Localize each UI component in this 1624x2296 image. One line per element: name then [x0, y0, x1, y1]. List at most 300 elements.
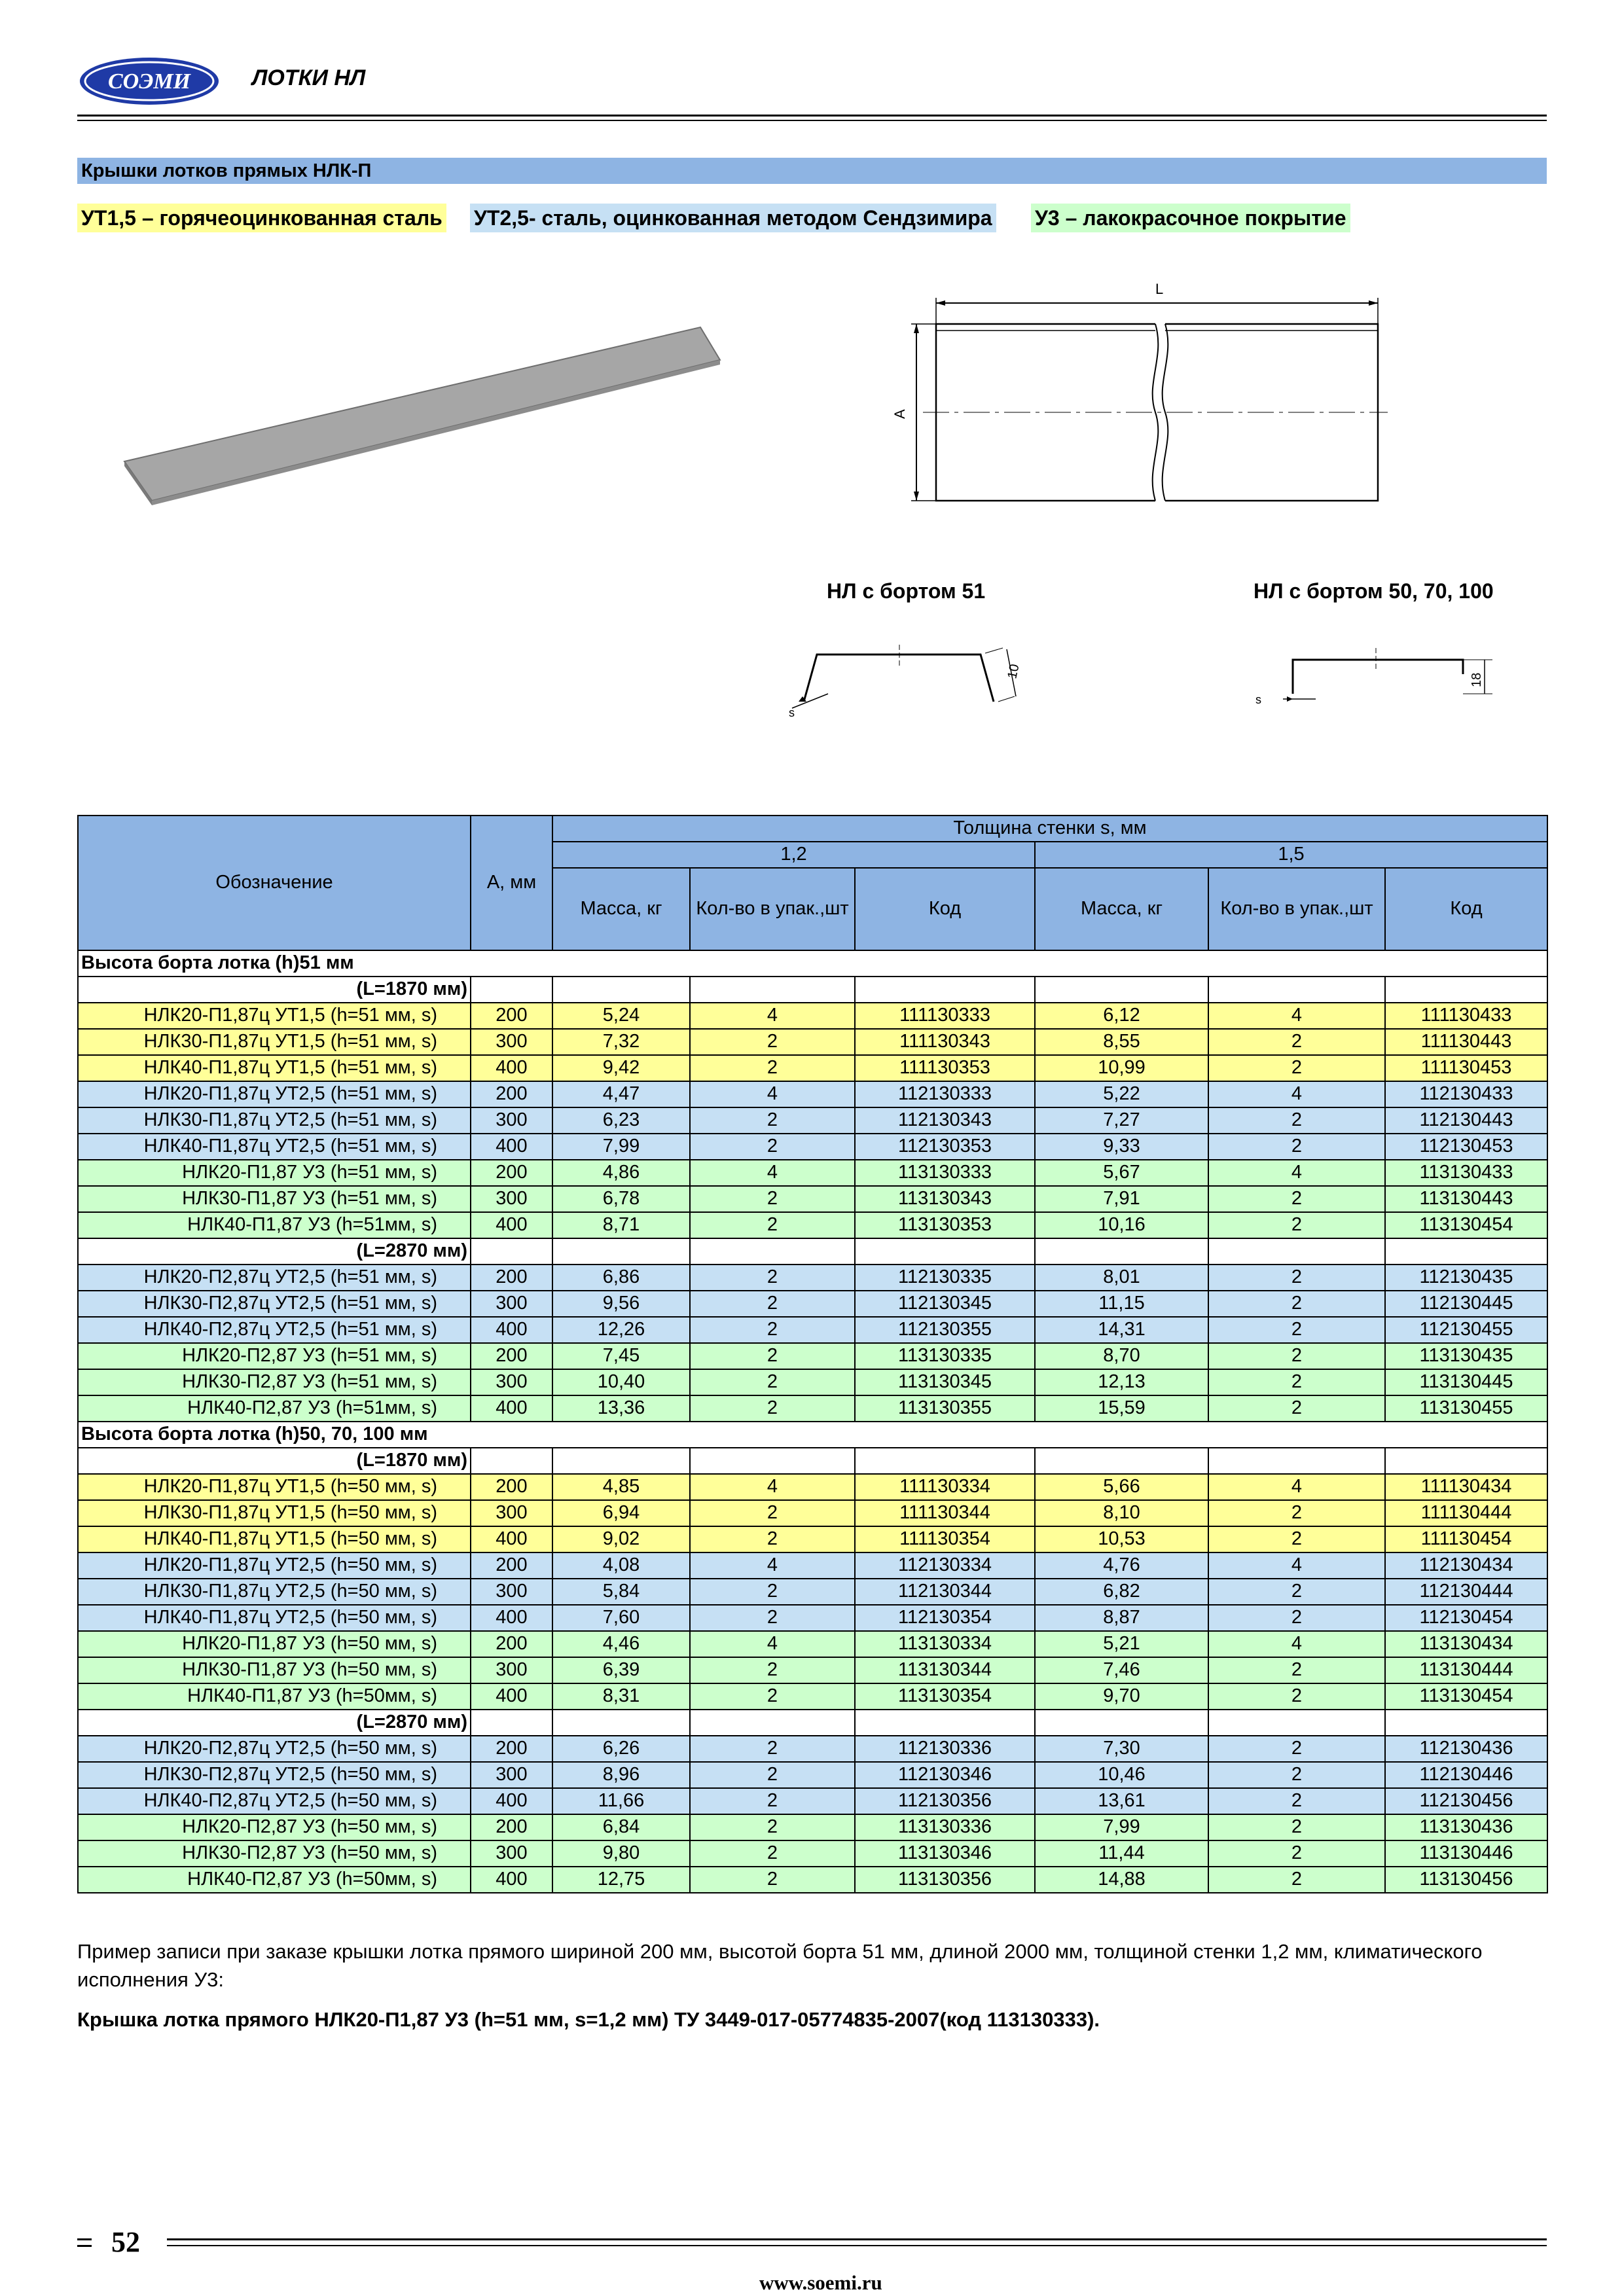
code-1-5-cell: 113130456: [1385, 1867, 1547, 1893]
empty-cell: [471, 1238, 552, 1265]
empty-cell: [552, 1238, 690, 1265]
mass-1-5-cell: 5,21: [1035, 1631, 1208, 1657]
section-row: [78, 950, 1547, 977]
code-1-2-cell: 111130333: [855, 1003, 1035, 1029]
table-row: [78, 1160, 1547, 1186]
header-thickness-1-2: 1,2: [552, 842, 1035, 868]
empty-cell: [1385, 977, 1547, 1003]
designation-cell: НЛК20-П1,87ц УТ2,5 (h=51 мм, s): [78, 1081, 471, 1107]
mass-1-5-cell: 8,10: [1035, 1500, 1208, 1526]
code-1-2-cell: 112130344: [855, 1579, 1035, 1605]
length-group-label: (L=2870 мм): [78, 1710, 471, 1736]
code-1-2-cell: 112130346: [855, 1762, 1035, 1788]
designation-cell: НЛК40-П1,87ц УТ2,5 (h=50 мм, s): [78, 1605, 471, 1631]
code-1-2-cell: 112130354: [855, 1605, 1035, 1631]
mass-1-5-cell: 7,46: [1035, 1657, 1208, 1683]
length-group-label: (L=1870 мм): [78, 977, 471, 1003]
footer-url: www.soemi.ru: [759, 2271, 882, 2294]
code-1-2-cell: 111130344: [855, 1500, 1035, 1526]
qty-1-5-cell: 2: [1208, 1867, 1385, 1893]
empty-cell: [690, 1710, 855, 1736]
designation-cell: НЛК20-П2,87 У3 (h=51 мм, s): [78, 1343, 471, 1369]
empty-cell: [1208, 1238, 1385, 1265]
code-1-2-cell: 113130346: [855, 1840, 1035, 1867]
code-1-2-cell: 113130336: [855, 1814, 1035, 1840]
code-1-2-cell: 112130334: [855, 1552, 1035, 1579]
a-cell: 400: [471, 1788, 552, 1814]
empty-cell: [1385, 1238, 1547, 1265]
mass-1-5-cell: 14,31: [1035, 1317, 1208, 1343]
table-row: [78, 1526, 1547, 1552]
empty-cell: [471, 1710, 552, 1736]
designation-cell: НЛК40-П2,87ц УТ2,5 (h=50 мм, s): [78, 1788, 471, 1814]
empty-cell: [1385, 1448, 1547, 1474]
header-code: Код: [1385, 868, 1547, 950]
header-code: Код: [855, 868, 1035, 950]
mass-1-5-cell: 10,99: [1035, 1055, 1208, 1081]
table-row: [78, 1369, 1547, 1395]
table-row: [78, 1552, 1547, 1579]
qty-1-2-cell: 2: [690, 1107, 855, 1134]
table-row: [78, 1605, 1547, 1631]
table-row: [78, 1212, 1547, 1238]
a-cell: 200: [471, 1552, 552, 1579]
qty-1-2-cell: 2: [690, 1579, 855, 1605]
qty-1-5-cell: 2: [1208, 1317, 1385, 1343]
code-1-2-cell: 113130354: [855, 1683, 1035, 1710]
code-1-5-cell: 111130453: [1385, 1055, 1547, 1081]
mass-1-2-cell: 6,26: [552, 1736, 690, 1762]
code-1-5-cell: 112130453: [1385, 1134, 1547, 1160]
header-thickness: Толщина стенки s, мм: [552, 816, 1547, 842]
spec-table: [77, 815, 1548, 1893]
mass-1-5-cell: 7,99: [1035, 1814, 1208, 1840]
code-1-2-cell: 111130354: [855, 1526, 1035, 1552]
designation-cell: НЛК20-П2,87ц УТ2,5 (h=50 мм, s): [78, 1736, 471, 1762]
header-qty: Кол-во в упак.,шт: [690, 868, 855, 950]
designation-cell: НЛК20-П1,87ц УТ2,5 (h=50 мм, s): [78, 1552, 471, 1579]
code-1-2-cell: 112130333: [855, 1081, 1035, 1107]
a-cell: 400: [471, 1212, 552, 1238]
profile-50-s-label: s: [1255, 693, 1261, 706]
qty-1-5-cell: 2: [1208, 1343, 1385, 1369]
a-cell: 300: [471, 1186, 552, 1212]
code-1-2-cell: 113130334: [855, 1631, 1035, 1657]
a-cell: 200: [471, 1160, 552, 1186]
a-cell: 400: [471, 1683, 552, 1710]
table-row: [78, 1395, 1547, 1422]
designation-cell: НЛК30-П1,87ц УТ2,5 (h=51 мм, s): [78, 1107, 471, 1134]
a-cell: 400: [471, 1134, 552, 1160]
plan-width-label: A: [892, 409, 908, 419]
mass-1-5-cell: 13,61: [1035, 1788, 1208, 1814]
a-cell: 200: [471, 1631, 552, 1657]
qty-1-5-cell: 2: [1208, 1029, 1385, 1055]
profile-51-title: НЛ с бортом 51: [827, 579, 986, 603]
qty-1-5-cell: 2: [1208, 1134, 1385, 1160]
table-row: [78, 1003, 1547, 1029]
qty-1-2-cell: 2: [690, 1683, 855, 1710]
qty-1-5-cell: 2: [1208, 1291, 1385, 1317]
qty-1-5-cell: 2: [1208, 1265, 1385, 1291]
order-note: Пример записи при заказе крышки лотка прямого шириной 200 мм, высотой борта 51 мм, длиной 2000 мм, толщиной стенки 1,2 мм, климатического исполнения У3:: [77, 1940, 1483, 1991]
table-row: [78, 1683, 1547, 1710]
cover-plan-drawing: [877, 272, 1401, 520]
mass-1-5-cell: 14,88: [1035, 1867, 1208, 1893]
qty-1-2-cell: 2: [690, 1657, 855, 1683]
mass-1-2-cell: 6,39: [552, 1657, 690, 1683]
code-1-5-cell: 111130444: [1385, 1500, 1547, 1526]
table-row: [78, 1343, 1547, 1369]
table-row: [78, 1134, 1547, 1160]
footer-rule-thin: [167, 2245, 1547, 2246]
table-row: [78, 1291, 1547, 1317]
table-row: [78, 1500, 1547, 1526]
code-1-5-cell: 112130456: [1385, 1788, 1547, 1814]
code-1-5-cell: 112130446: [1385, 1762, 1547, 1788]
mass-1-2-cell: 12,26: [552, 1317, 690, 1343]
designation-cell: НЛК40-П1,87ц УТ1,5 (h=51 мм, s): [78, 1055, 471, 1081]
mass-1-5-cell: 8,01: [1035, 1265, 1208, 1291]
qty-1-5-cell: 4: [1208, 1160, 1385, 1186]
a-cell: 400: [471, 1395, 552, 1422]
qty-1-2-cell: 2: [690, 1029, 855, 1055]
designation-cell: НЛК40-П2,87 У3 (h=50мм, s): [78, 1867, 471, 1893]
mass-1-2-cell: 4,86: [552, 1160, 690, 1186]
qty-1-2-cell: 2: [690, 1134, 855, 1160]
mass-1-5-cell: 9,70: [1035, 1683, 1208, 1710]
qty-1-5-cell: 2: [1208, 1657, 1385, 1683]
spec-table-body: [78, 950, 1547, 1893]
empty-cell: [690, 1238, 855, 1265]
code-1-5-cell: 113130446: [1385, 1840, 1547, 1867]
qty-1-5-cell: 2: [1208, 1762, 1385, 1788]
mass-1-2-cell: 5,84: [552, 1579, 690, 1605]
mass-1-2-cell: 7,32: [552, 1029, 690, 1055]
table-row: [78, 1579, 1547, 1605]
code-1-2-cell: 113130356: [855, 1867, 1035, 1893]
table-row: [78, 1081, 1547, 1107]
profile-50-dim: 18: [1470, 672, 1484, 687]
qty-1-2-cell: 2: [690, 1369, 855, 1395]
mass-1-5-cell: 11,15: [1035, 1291, 1208, 1317]
empty-cell: [471, 977, 552, 1003]
code-1-5-cell: 113130434: [1385, 1631, 1547, 1657]
qty-1-2-cell: 4: [690, 1474, 855, 1500]
code-1-2-cell: 112130343: [855, 1107, 1035, 1134]
mass-1-2-cell: 9,02: [552, 1526, 690, 1552]
designation-cell: НЛК30-П2,87 У3 (h=50 мм, s): [78, 1840, 471, 1867]
qty-1-2-cell: 4: [690, 1160, 855, 1186]
code-1-2-cell: 112130355: [855, 1317, 1035, 1343]
section-row: [78, 1422, 1547, 1448]
empty-cell: [1208, 1448, 1385, 1474]
qty-1-5-cell: 2: [1208, 1683, 1385, 1710]
a-cell: 200: [471, 1736, 552, 1762]
designation-cell: НЛК30-П1,87ц УТ1,5 (h=51 мм, s): [78, 1029, 471, 1055]
table-row: [78, 1840, 1547, 1867]
mass-1-2-cell: 9,56: [552, 1291, 690, 1317]
legend-hot-dip-galvanized: УТ1,5 – горячеоцинкованная сталь: [77, 204, 446, 232]
qty-1-5-cell: 4: [1208, 1081, 1385, 1107]
designation-cell: НЛК20-П1,87 У3 (h=51 мм, s): [78, 1160, 471, 1186]
header-designation: Обозначение: [78, 816, 471, 950]
table-row: [78, 1474, 1547, 1500]
qty-1-5-cell: 2: [1208, 1107, 1385, 1134]
mass-1-5-cell: 5,22: [1035, 1081, 1208, 1107]
mass-1-2-cell: 7,45: [552, 1343, 690, 1369]
code-1-2-cell: 113130345: [855, 1369, 1035, 1395]
a-cell: 400: [471, 1317, 552, 1343]
designation-cell: НЛК40-П2,87 У3 (h=51мм, s): [78, 1395, 471, 1422]
qty-1-5-cell: 4: [1208, 1003, 1385, 1029]
qty-1-5-cell: 4: [1208, 1552, 1385, 1579]
qty-1-2-cell: 4: [690, 1003, 855, 1029]
header-mass: Масса, кг: [552, 868, 690, 950]
code-1-5-cell: 111130443: [1385, 1029, 1547, 1055]
mass-1-2-cell: 6,78: [552, 1186, 690, 1212]
designation-cell: НЛК30-П2,87ц УТ2,5 (h=50 мм, s): [78, 1762, 471, 1788]
cover-3d-illustration: [118, 314, 733, 511]
code-1-2-cell: 113130344: [855, 1657, 1035, 1683]
code-1-2-cell: 111130343: [855, 1029, 1035, 1055]
mass-1-2-cell: 12,75: [552, 1867, 690, 1893]
code-1-2-cell: 113130355: [855, 1395, 1035, 1422]
empty-cell: [855, 1448, 1035, 1474]
length-group-row: [78, 1448, 1547, 1474]
designation-cell: НЛК20-П2,87ц УТ2,5 (h=51 мм, s): [78, 1265, 471, 1291]
designation-cell: НЛК40-П2,87ц УТ2,5 (h=51 мм, s): [78, 1317, 471, 1343]
qty-1-2-cell: 2: [690, 1291, 855, 1317]
designation-cell: НЛК20-П2,87 У3 (h=50 мм, s): [78, 1814, 471, 1840]
profile-51-s-label: s: [789, 706, 795, 719]
qty-1-2-cell: 2: [690, 1265, 855, 1291]
qty-1-5-cell: 2: [1208, 1605, 1385, 1631]
mass-1-2-cell: 6,86: [552, 1265, 690, 1291]
section-title-cell: Высота борта лотка (h)51 мм: [78, 950, 1547, 977]
qty-1-2-cell: 2: [690, 1840, 855, 1867]
qty-1-5-cell: 2: [1208, 1395, 1385, 1422]
qty-1-2-cell: 4: [690, 1631, 855, 1657]
order-example: Крышка лотка прямого НЛК20-П1,87 У3 (h=51 мм, s=1,2 мм) ТУ 3449-017-05774835-2007(код 113130333).: [77, 2008, 1100, 2031]
empty-cell: [471, 1448, 552, 1474]
code-1-5-cell: 112130443: [1385, 1107, 1547, 1134]
legend-sendzimir-galvanized: УТ2,5- сталь, оцинкованная методом Сендзимира: [470, 204, 996, 232]
a-cell: 400: [471, 1055, 552, 1081]
qty-1-2-cell: 2: [690, 1055, 855, 1081]
empty-cell: [1208, 977, 1385, 1003]
table-row: [78, 1317, 1547, 1343]
code-1-5-cell: 112130433: [1385, 1081, 1547, 1107]
qty-1-5-cell: 2: [1208, 1055, 1385, 1081]
mass-1-2-cell: 9,42: [552, 1055, 690, 1081]
qty-1-5-cell: 2: [1208, 1212, 1385, 1238]
mass-1-5-cell: 8,87: [1035, 1605, 1208, 1631]
designation-cell: НЛК30-П1,87ц УТ1,5 (h=50 мм, s): [78, 1500, 471, 1526]
table-row: [78, 1107, 1547, 1134]
mass-1-2-cell: 5,24: [552, 1003, 690, 1029]
code-1-5-cell: 112130445: [1385, 1291, 1547, 1317]
code-1-2-cell: 113130353: [855, 1212, 1035, 1238]
table-row: [78, 1055, 1547, 1081]
qty-1-2-cell: 4: [690, 1552, 855, 1579]
table-row: [78, 1762, 1547, 1788]
section-title: Крышки лотков прямых НЛК-П: [77, 158, 1547, 184]
profile-51-dim: 10: [1005, 662, 1022, 681]
code-1-5-cell: 113130454: [1385, 1212, 1547, 1238]
mass-1-5-cell: 9,33: [1035, 1134, 1208, 1160]
code-1-5-cell: 113130435: [1385, 1343, 1547, 1369]
empty-cell: [552, 977, 690, 1003]
code-1-5-cell: 112130436: [1385, 1736, 1547, 1762]
code-1-2-cell: 112130353: [855, 1134, 1035, 1160]
a-cell: 200: [471, 1003, 552, 1029]
mass-1-2-cell: 7,99: [552, 1134, 690, 1160]
mass-1-2-cell: 6,84: [552, 1814, 690, 1840]
mass-1-5-cell: 6,82: [1035, 1579, 1208, 1605]
empty-cell: [552, 1710, 690, 1736]
code-1-5-cell: 111130454: [1385, 1526, 1547, 1552]
empty-cell: [690, 1448, 855, 1474]
qty-1-5-cell: 4: [1208, 1631, 1385, 1657]
length-group-label: (L=2870 мм): [78, 1238, 471, 1265]
mass-1-5-cell: 6,12: [1035, 1003, 1208, 1029]
table-row: [78, 1657, 1547, 1683]
mass-1-5-cell: 12,13: [1035, 1369, 1208, 1395]
a-cell: 200: [471, 1081, 552, 1107]
qty-1-2-cell: 2: [690, 1788, 855, 1814]
header-thickness-1-5: 1,5: [1035, 842, 1547, 868]
a-cell: 200: [471, 1814, 552, 1840]
a-cell: 300: [471, 1291, 552, 1317]
designation-cell: НЛК40-П1,87ц УТ1,5 (h=50 мм, s): [78, 1526, 471, 1552]
profile-51-drawing: [772, 628, 1060, 733]
designation-cell: НЛК20-П1,87ц УТ1,5 (h=51 мм, s): [78, 1003, 471, 1029]
designation-cell: НЛК30-П1,87 У3 (h=50 мм, s): [78, 1657, 471, 1683]
qty-1-2-cell: 2: [690, 1186, 855, 1212]
designation-cell: НЛК30-П2,87ц УТ2,5 (h=51 мм, s): [78, 1291, 471, 1317]
code-1-5-cell: 113130436: [1385, 1814, 1547, 1840]
mass-1-2-cell: 8,71: [552, 1212, 690, 1238]
code-1-5-cell: 112130444: [1385, 1579, 1547, 1605]
empty-cell: [1385, 1710, 1547, 1736]
mass-1-2-cell: 8,96: [552, 1762, 690, 1788]
length-group-label: (L=1870 мм): [78, 1448, 471, 1474]
code-1-5-cell: 113130443: [1385, 1186, 1547, 1212]
header-mass: Масса, кг: [1035, 868, 1208, 950]
mass-1-5-cell: 10,46: [1035, 1762, 1208, 1788]
mass-1-5-cell: 15,59: [1035, 1395, 1208, 1422]
qty-1-2-cell: 2: [690, 1814, 855, 1840]
mass-1-5-cell: 5,67: [1035, 1160, 1208, 1186]
footer-mark: [77, 2238, 92, 2240]
code-1-5-cell: 113130454: [1385, 1683, 1547, 1710]
qty-1-2-cell: 2: [690, 1605, 855, 1631]
a-cell: 300: [471, 1107, 552, 1134]
code-1-2-cell: 113130335: [855, 1343, 1035, 1369]
table-row: [78, 1265, 1547, 1291]
qty-1-2-cell: 2: [690, 1762, 855, 1788]
table-row: [78, 1186, 1547, 1212]
qty-1-2-cell: 2: [690, 1867, 855, 1893]
mass-1-5-cell: 5,66: [1035, 1474, 1208, 1500]
empty-cell: [855, 977, 1035, 1003]
designation-cell: НЛК20-П1,87ц УТ1,5 (h=50 мм, s): [78, 1474, 471, 1500]
empty-cell: [855, 1710, 1035, 1736]
code-1-2-cell: 112130336: [855, 1736, 1035, 1762]
qty-1-2-cell: 2: [690, 1212, 855, 1238]
header-a: А, мм: [471, 816, 552, 950]
mass-1-5-cell: 7,30: [1035, 1736, 1208, 1762]
empty-cell: [855, 1238, 1035, 1265]
mass-1-2-cell: 8,31: [552, 1683, 690, 1710]
mass-1-5-cell: 4,76: [1035, 1552, 1208, 1579]
a-cell: 300: [471, 1657, 552, 1683]
mass-1-2-cell: 10,40: [552, 1369, 690, 1395]
a-cell: 200: [471, 1343, 552, 1369]
code-1-2-cell: 113130333: [855, 1160, 1035, 1186]
empty-cell: [552, 1448, 690, 1474]
table-row: [78, 1867, 1547, 1893]
mass-1-2-cell: 4,85: [552, 1474, 690, 1500]
a-cell: 300: [471, 1579, 552, 1605]
mass-1-5-cell: 10,16: [1035, 1212, 1208, 1238]
designation-cell: НЛК20-П1,87 У3 (h=50 мм, s): [78, 1631, 471, 1657]
mass-1-2-cell: 13,36: [552, 1395, 690, 1422]
empty-cell: [1035, 1448, 1208, 1474]
empty-cell: [1035, 977, 1208, 1003]
code-1-2-cell: 111130353: [855, 1055, 1035, 1081]
mass-1-2-cell: 9,80: [552, 1840, 690, 1867]
mass-1-5-cell: 8,70: [1035, 1343, 1208, 1369]
qty-1-5-cell: 2: [1208, 1526, 1385, 1552]
code-1-5-cell: 112130455: [1385, 1317, 1547, 1343]
footer-mark: [77, 2245, 92, 2247]
designation-cell: НЛК30-П1,87ц УТ2,5 (h=50 мм, s): [78, 1579, 471, 1605]
mass-1-2-cell: 4,47: [552, 1081, 690, 1107]
qty-1-5-cell: 2: [1208, 1788, 1385, 1814]
qty-1-5-cell: 4: [1208, 1474, 1385, 1500]
table-row: [78, 1631, 1547, 1657]
length-group-row: [78, 977, 1547, 1003]
designation-cell: НЛК30-П1,87 У3 (h=51 мм, s): [78, 1186, 471, 1212]
empty-cell: [690, 977, 855, 1003]
qty-1-5-cell: 2: [1208, 1186, 1385, 1212]
table-row: [78, 1814, 1547, 1840]
length-group-row: [78, 1238, 1547, 1265]
qty-1-5-cell: 2: [1208, 1579, 1385, 1605]
mass-1-2-cell: 7,60: [552, 1605, 690, 1631]
a-cell: 300: [471, 1762, 552, 1788]
a-cell: 200: [471, 1474, 552, 1500]
code-1-2-cell: 112130335: [855, 1265, 1035, 1291]
qty-1-2-cell: 4: [690, 1081, 855, 1107]
logo-text: СОЭМИ: [107, 69, 191, 94]
code-1-2-cell: 111130334: [855, 1474, 1035, 1500]
mass-1-5-cell: 7,27: [1035, 1107, 1208, 1134]
code-1-5-cell: 111130433: [1385, 1003, 1547, 1029]
header-rule-thin: [77, 120, 1547, 121]
empty-cell: [1208, 1710, 1385, 1736]
designation-cell: НЛК30-П2,87 У3 (h=51 мм, s): [78, 1369, 471, 1395]
a-cell: 200: [471, 1265, 552, 1291]
a-cell: 300: [471, 1029, 552, 1055]
footer-rule: [167, 2238, 1547, 2240]
qty-1-5-cell: 2: [1208, 1500, 1385, 1526]
company-logo: [77, 55, 221, 107]
code-1-2-cell: 112130345: [855, 1291, 1035, 1317]
mass-1-5-cell: 7,91: [1035, 1186, 1208, 1212]
